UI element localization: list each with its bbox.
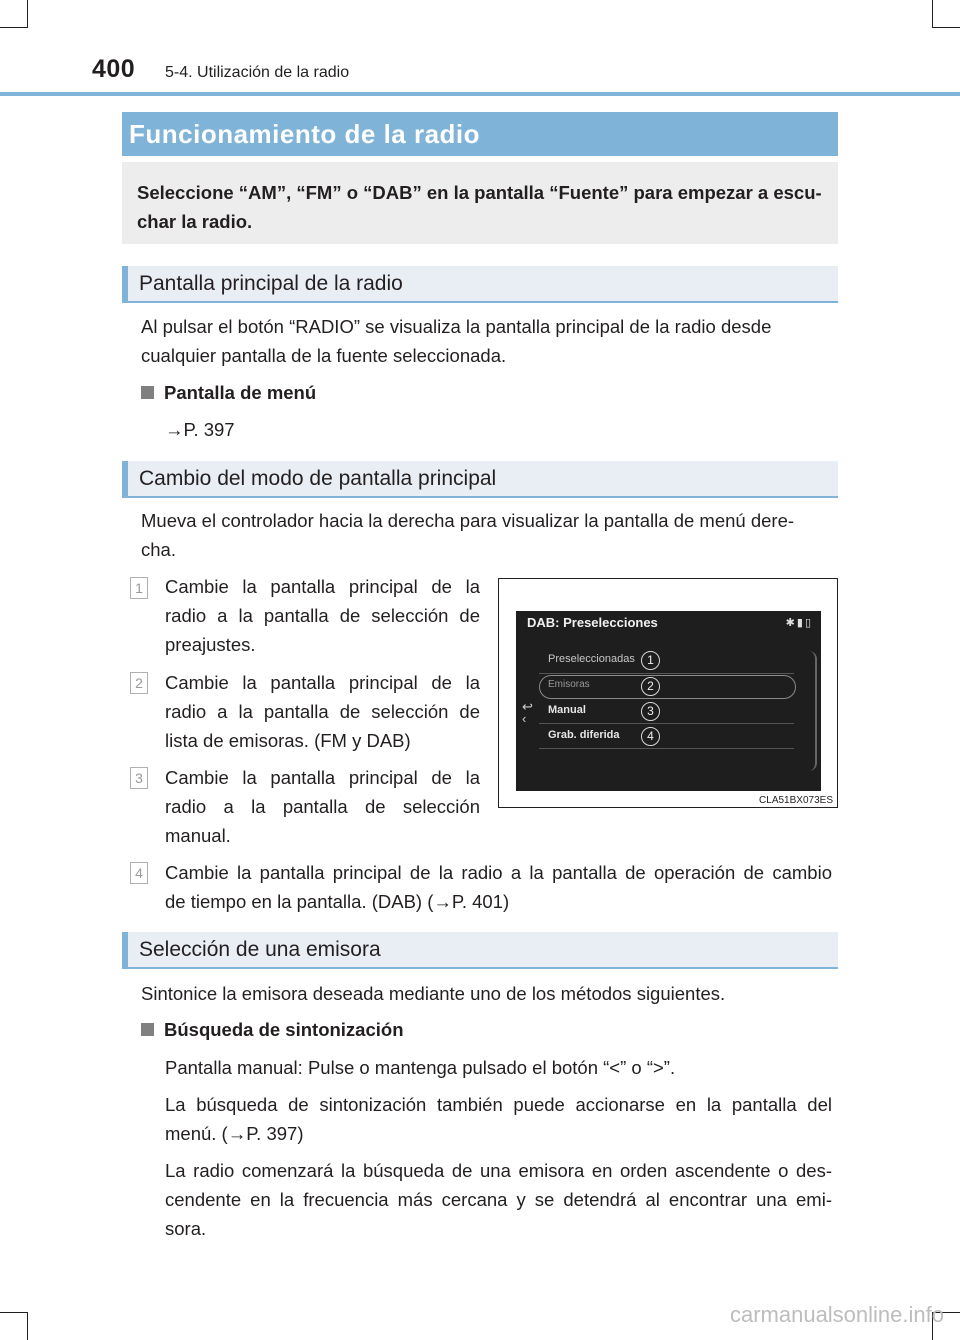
paragraph: Sintonice la emisora deseada mediante uno de los métodos siguientes. [141,983,726,1004]
callout-number-1: 1 [130,577,148,599]
item-line: lista de emisoras. (FM y DAB) [165,730,411,751]
display-screen [516,611,821,791]
item-line: radio a la pantalla de selección de [165,605,480,626]
subheading-tuning-search [141,1015,404,1044]
paragraph-line: menú. (→P. 397) [165,1123,304,1144]
section-heading-mode-change: Cambio del modo de pantalla principal [122,461,838,498]
chapter-heading: 5-4. Utilización de la radio [165,64,350,81]
paragraph-line: sora. [165,1218,207,1239]
square-bullet-icon [141,1023,154,1036]
paragraph-line: cha. [141,539,176,560]
screen-badge-4: 4 [641,727,660,746]
item-line: Cambie la pantalla principal de la [165,767,480,788]
signal-icon: ▮ [796,617,805,629]
divider [539,723,794,724]
subheading-menu [141,378,316,407]
back-icon[interactable]: ↩ ‹ [522,699,533,726]
paragraph [165,1090,832,1148]
menu-item-manual[interactable]: Manual [548,704,586,716]
status-icons [786,616,813,629]
menu-item-stations[interactable]: Emisoras [548,679,590,690]
paragraph-line: Mueva el controlador hacia la derecha para visualizar la pantalla de menú dere- [141,510,795,531]
page-title: Funcionamiento de la radio [122,112,838,156]
screen-badge-2: 2 [641,677,660,696]
page-number: 400 [92,55,136,83]
crop-mark [0,1312,28,1313]
screen-badge-3: 3 [641,702,660,721]
item-line: radio a la pantalla de selección de [165,701,480,722]
paragraph [141,506,831,564]
list-item [165,858,832,916]
item-line: manual. [165,825,231,846]
divider [539,673,794,674]
list-item [165,763,480,850]
crop-mark [27,0,28,28]
divider [539,748,794,749]
screen-title: DAB: Preselecciones [527,615,658,630]
crop-mark [0,27,28,28]
intro-box [122,162,838,244]
watermark: carmanualsonline.info [729,1302,944,1327]
list-item [165,668,480,755]
paragraph-line: La radio comenzará la búsqueda de una emisora en orden ascendente o des- [165,1160,832,1181]
callout-number-4: 4 [130,862,148,884]
battery-icon: ▯ [804,617,813,629]
callout-number-3: 3 [130,767,148,789]
scroll-arc [809,651,817,771]
bluetooth-icon: ✱ [785,617,797,629]
section-heading-main-screen: Pantalla principal de la radio [122,266,838,303]
subheading-text: Búsqueda de sintonización [164,1019,404,1040]
paragraph [165,1156,832,1243]
item-line: de tiempo en la pantalla. (DAB) (→P. 401) [165,891,510,912]
item-line: preajustes. [165,634,256,655]
paragraph-line: cendente en la frecuencia más cercana y se detendrá al encontrar una emi- [165,1189,832,1210]
item-line: Cambie la pantalla principal de la [165,672,480,693]
list-item [165,572,480,659]
crop-mark [27,1312,28,1340]
subheading-text: Pantalla de menú [164,382,317,403]
screen-badge-1: 1 [641,651,660,670]
square-bullet-icon [141,386,154,399]
crop-mark [932,27,960,28]
intro-line: Seleccione “AM”, “FM” o “DAB” en la pantalla “Fuente” para empezar a escu- [137,182,822,203]
paragraph-line: cualquier pantalla de la fuente seleccionada. [141,345,507,366]
section-heading-station-select: Selección de una emisora [122,932,838,969]
figure-code: CLA51BX073ES [759,795,833,806]
paragraph-line: Al pulsar el botón “RADIO” se visualiza la pantalla principal de la radio desde [141,316,772,337]
item-line: radio a la pantalla de selección [165,796,480,817]
header-rule [0,92,960,96]
menu-item-time-shift[interactable]: Grab. diferida [548,729,620,741]
item-line: Cambie la pantalla principal de la radio a la pantalla de operación de cambio [165,862,832,883]
crop-mark [932,0,933,28]
item-line: Cambie la pantalla principal de la [165,576,480,597]
menu-item-presets[interactable]: Preseleccionadas [548,653,635,665]
radio-screen-figure [498,578,838,808]
paragraph [141,312,831,370]
page-reference[interactable]: →P. 397 [165,419,235,440]
intro-line: char la radio. [137,211,253,232]
paragraph: Pantalla manual: Pulse o mantenga pulsado el botón “<” o “>”. [165,1057,676,1078]
paragraph-line: La búsqueda de sintonización también puede accionarse en la pantalla del [165,1094,832,1115]
callout-number-2: 2 [130,672,148,694]
